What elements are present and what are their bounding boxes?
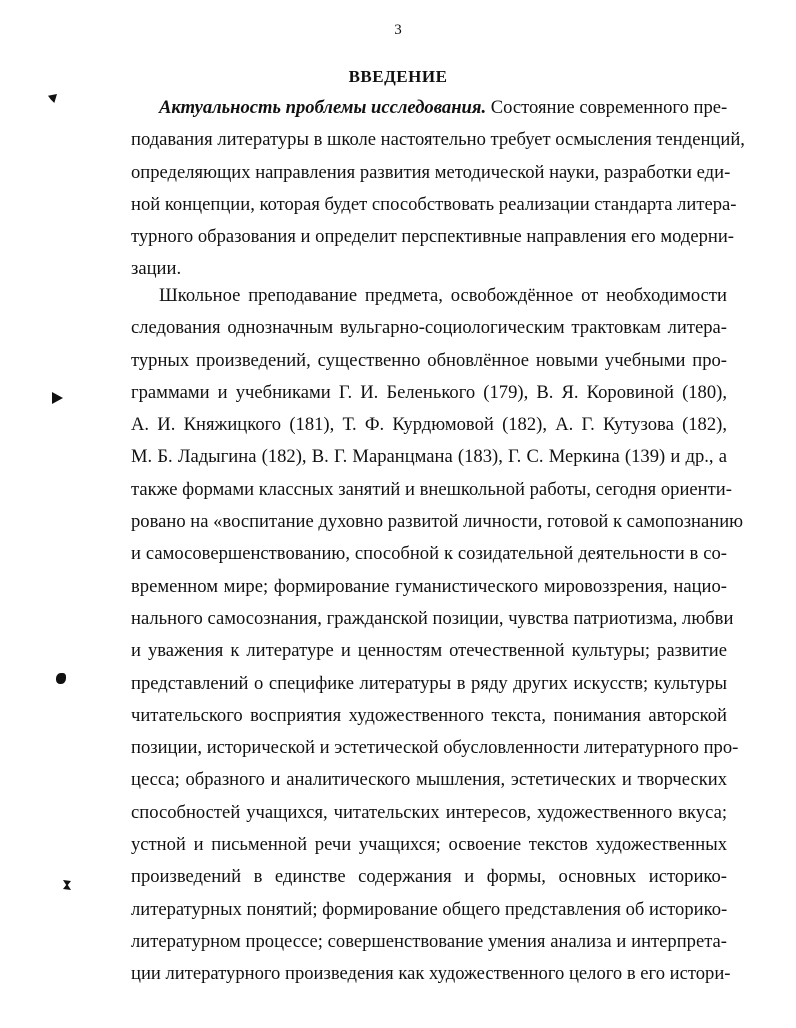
paragraph-line: также формами классных занятий и внешкольной работы, сегодня ориенти- bbox=[131, 478, 732, 500]
paragraph-line: А. И. Княжицкого (181), Т. Ф. Курдюмовой (182), А. Г. Кутузова (182), bbox=[131, 414, 727, 436]
paragraph-line bbox=[131, 92, 727, 124]
page-number: 3 bbox=[394, 22, 402, 38]
paragraph-line: подавания литературы в школе настоятельно требует осмысления тенденций, bbox=[131, 129, 745, 151]
paragraph-line: следования однозначным вульгарно-социологическим трактовкам литера- bbox=[131, 317, 727, 339]
paragraph-line: нального самосознания, гражданской позиции, чувства патриотизма, любви bbox=[131, 607, 734, 629]
paragraph-line: и уважения к литературе и ценностям отечественной культуры; развитие bbox=[131, 640, 727, 662]
paragraph-line: зации. bbox=[131, 258, 182, 280]
paragraph-line: турных произведений, существенно обновлённое новыми учебными про- bbox=[131, 349, 727, 371]
paragraph-line: ровано на «воспитание духовно развитой личности, готовой к самопознанию bbox=[131, 511, 744, 533]
scan-mark bbox=[48, 94, 57, 103]
paragraph-line: устной и письменной речи учащихся; освоение текстов художественных bbox=[131, 834, 727, 856]
paragraph-line: литературном процессе; совершенствование умения анализа и интерпрета- bbox=[131, 930, 727, 952]
paragraph-line: позиции, исторической и эстетической обусловленности литературного про- bbox=[131, 737, 739, 759]
paragraph-lead: Актуальность проблемы исследования. bbox=[159, 97, 487, 118]
paragraph-line-rest: Состояние современного пре- bbox=[486, 97, 728, 118]
paragraph-line: читательского восприятия художественного текста, понимания авторской bbox=[131, 704, 727, 726]
paragraph-line: представлений о специфике литературы в ряду других искусств; культуры bbox=[131, 672, 727, 694]
paragraph-line: произведений в единстве содержания и формы, основных историко- bbox=[131, 866, 727, 888]
paragraph-line: литературных понятий; формирование общего представления об историко- bbox=[131, 898, 728, 920]
paragraph-line: ной концепции, которая будет способствовать реализации стандарта литера- bbox=[131, 193, 737, 215]
paragraph-line: способностей учащихся, читательских интересов, художественного вкуса; bbox=[131, 801, 727, 823]
paragraph-line: и самосовершенствованию, способной к созидательной деятельности в со- bbox=[131, 543, 727, 565]
paragraph-line: Школьное преподавание предмета, освобождённое от необходимости bbox=[159, 285, 727, 306]
paragraph-line: временном мире; формирование гуманистического мировоззрения, нацио- bbox=[131, 575, 727, 597]
section-heading: ВВЕДЕНИЕ bbox=[348, 67, 448, 86]
paragraph-line: турного образования и определит перспективные направления его модерни- bbox=[131, 226, 734, 248]
scan-mark bbox=[63, 880, 71, 890]
paragraph-relevance bbox=[131, 92, 745, 286]
paragraph-line: цесса; образного и аналитического мышления, эстетических и творческих bbox=[131, 769, 727, 791]
scan-mark bbox=[52, 392, 63, 404]
paragraph-line: М. Б. Ладыгина (182), В. Г. Маранцмана (183), Г. С. Меркина (139) и др., а bbox=[131, 446, 727, 468]
paragraph-line: ции литературного произведения как художественного целого в его истори- bbox=[131, 963, 731, 985]
paragraph-line: определяющих направления развития методической науки, разработки еди- bbox=[131, 161, 731, 183]
paragraph-school-teaching bbox=[131, 280, 744, 991]
paragraph-line: граммами и учебниками Г. И. Беленького (179), В. Я. Коровиной (180), bbox=[131, 381, 727, 403]
scan-mark bbox=[56, 673, 66, 684]
